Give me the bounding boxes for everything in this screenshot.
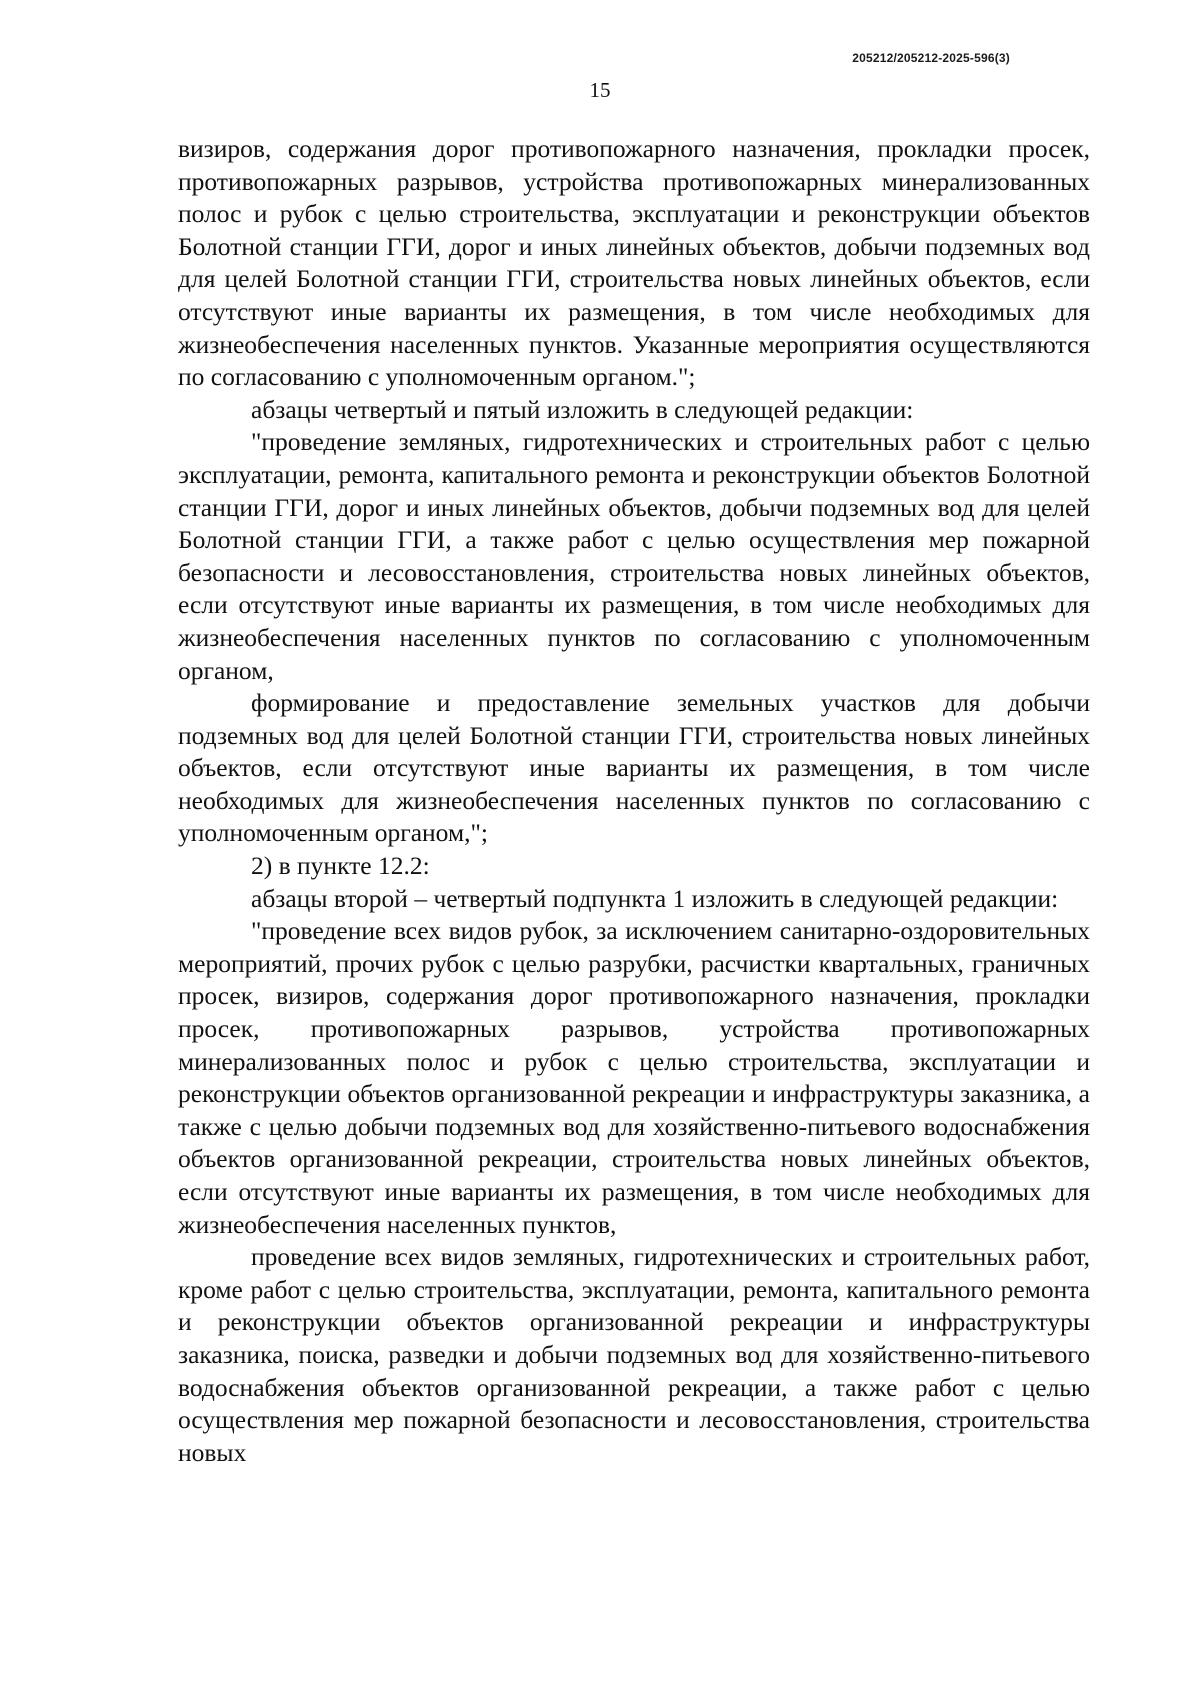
document-id: 205212/205212-2025-596(3) (852, 51, 1010, 65)
paragraph: проведение всех видов земляных, гидротехнических и строительных работ, кроме работ с целью строительства, эксплуатации, ремонта, капитального ремонта и реконструкции объектов организованной рекреации и инфраструктуры заказника, поиска, разведки и добычи подземных вод для хозяйственно-питьевого водоснабжения объектов организованной рекреации, а также работ с целью осуществления мер пожарной безопасности и лесовосстановления, строительства новых (178, 1242, 1090, 1467)
paragraph: "проведение земляных, гидротехнических и строительных работ с целью эксплуатации, ремонта, капитального ремонта и реконструкции объектов Болотной станции ГГИ, дорог и иных линейных объектов, добычи подземных вод для целей Болотной станции ГГИ, а также работ с целью осуществления мер пожарной безопасности и лесовосстановления, строительства новых линейных объектов, если отсутствуют иные варианты их размещения, в том числе необходимых для жизнеобеспечения населенных пунктов по согласованию с уполномоченным органом, (178, 427, 1090, 685)
paragraph: "проведение всех видов рубок, за исключением санитарно-оздоровительных мероприятий, прочих рубок с целью разрубки, расчистки квартальных, граничных просек, визиров, содержания дорог противопожарного назначения, прокладки просек, противопожарных разрывов, устройства противопожарных минерализованных полос и рубок с целью строительства, эксплуатации и реконструкции объектов организованной рекреации и инфраструктуры заказника, а также с целью добычи подземных вод для хозяйственно-питьевого водоснабжения объектов организованной рекреации, строительства новых линейных объектов, если отсутствуют иные варианты их размещения, в том числе необходимых для жизнеобеспечения населенных пунктов, (178, 916, 1090, 1239)
paragraph: 2) в пункте 12.2: (251, 851, 430, 881)
page-number: 15 (589, 78, 611, 102)
paragraph: абзацы четвертый и пятый изложить в следующей редакции: (251, 394, 914, 424)
paragraph-continued: визиров, содержания дорог противопожарного назначения, прокладки просек, противопожарных разрывов, устройства противопожарных минерализованных полос и рубок с целью строительства, эксплуатации и реконструкции объектов Болотной станции ГГИ, дорог и иных линейных объектов, добычи подземных вод для целей Болотной станции ГГИ, строительства новых линейных объектов, если отсутствуют иные варианты их размещения, в том числе необходимых для жизнеобеспечения населенных пунктов. Указанные мероприятия осуществляются по согласованию с уполномоченным органом."; (178, 134, 1090, 392)
document-body (178, 133, 1090, 1469)
paragraph: абзацы второй – четвертый подпункта 1 изложить в следующей редакции: (251, 883, 1059, 913)
paragraph: формирование и предоставление земельных участков для добычи подземных вод для целей Болотной станции ГГИ, строительства новых линейных объектов, если отсутствуют иные варианты их размещения, в том числе необходимых для жизнеобеспечения населенных пунктов по согласованию с уполномоченным органом,"; (178, 688, 1090, 848)
